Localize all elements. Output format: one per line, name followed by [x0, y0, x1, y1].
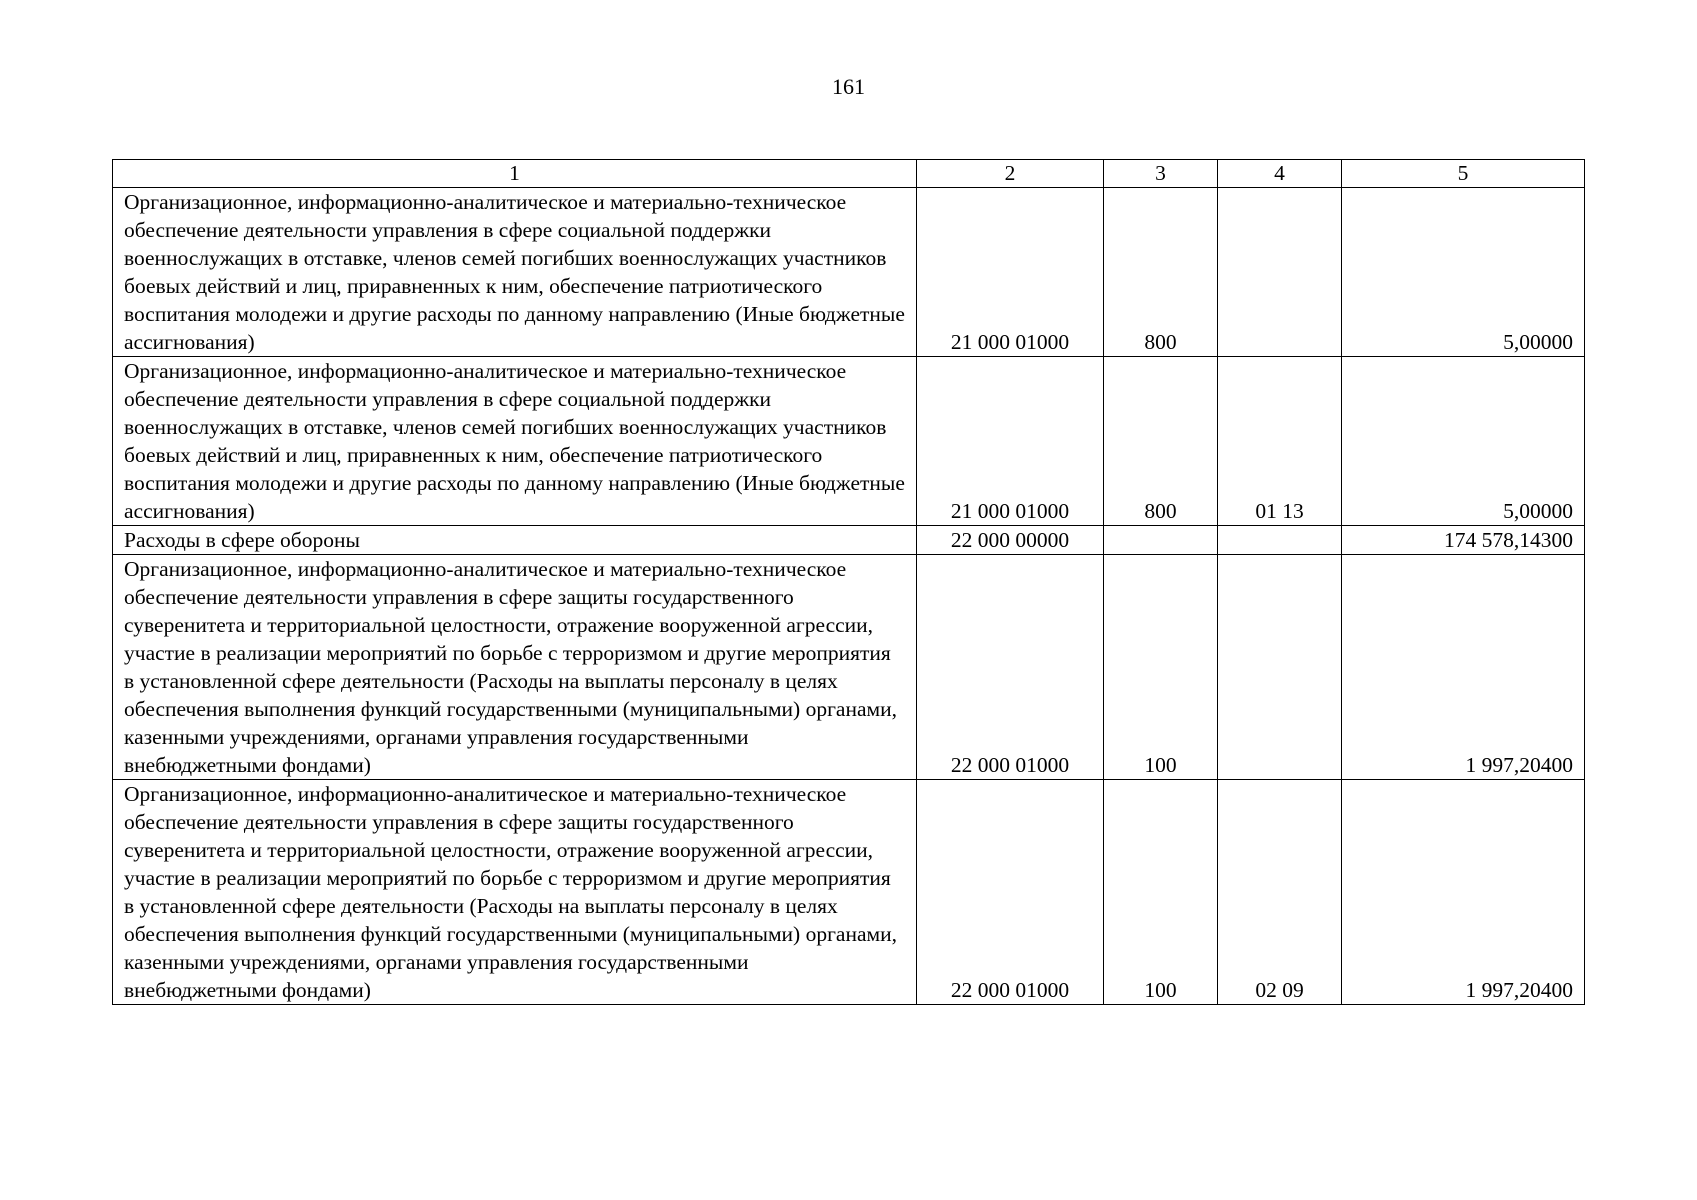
table-row [113, 526, 1585, 555]
row-name: Организационное, информационно-аналитическое и материально-техническое обеспечение деятельности управления в сфере защиты государственного суверенитета и территориальной целостности, отражение вооруженной агрессии, участие в реализации мероприятий по борьбе с терроризмом и другие мероприятия в установленной сфере деятельности (Расходы на выплаты персоналу в целях обеспечения выполнения функций государственными (муниципальными) органами, казенными учреждениями, органами управления государственными внебюджетными фондами) [113, 780, 917, 1005]
column-header-1: 1 [113, 160, 917, 188]
row-sum: 1 997,20400 [1342, 555, 1585, 780]
row-target-code: 22 000 01000 [917, 555, 1104, 780]
row-name: Организационное, информационно-аналитическое и материально-техническое обеспечение деятельности управления в сфере защиты государственного суверенитета и территориальной целостности, отражение вооруженной агрессии, участие в реализации мероприятий по борьбе с терроризмом и другие мероприятия в установленной сфере деятельности (Расходы на выплаты персоналу в целях обеспечения выполнения функций государственными (муниципальными) органами, казенными учреждениями, органами управления государственными внебюджетными фондами) [113, 555, 917, 780]
row-target-code: 22 000 01000 [917, 780, 1104, 1005]
row-name: Организационное, информационно-аналитическое и материально-техническое обеспечение деятельности управления в сфере социальной поддержки военнослужащих в отставке, членов семей погибших военнослужащих участников боевых действий и лиц, приравненных к ним, обеспечение патриотического воспитания молодежи и другие расходы по данному направлению (Иные бюджетные ассигнования) [113, 357, 917, 526]
row-sum: 5,00000 [1342, 357, 1585, 526]
row-target-code: 22 000 00000 [917, 526, 1104, 555]
column-header-5: 5 [1342, 160, 1585, 188]
table-row [113, 357, 1585, 526]
row-section: 01 13 [1218, 357, 1342, 526]
row-expense-type [1104, 526, 1218, 555]
budget-table [112, 159, 1585, 1005]
row-sum: 5,00000 [1342, 188, 1585, 357]
row-expense-type: 800 [1104, 357, 1218, 526]
row-sum: 174 578,14300 [1342, 526, 1585, 555]
row-section [1218, 526, 1342, 555]
row-target-code: 21 000 01000 [917, 188, 1104, 357]
table-row [113, 780, 1585, 1005]
row-expense-type: 100 [1104, 780, 1218, 1005]
row-expense-type: 100 [1104, 555, 1218, 780]
row-section [1218, 188, 1342, 357]
row-section: 02 09 [1218, 780, 1342, 1005]
row-section [1218, 555, 1342, 780]
row-name: Организационное, информационно-аналитическое и материально-техническое обеспечение деятельности управления в сфере социальной поддержки военнослужащих в отставке, членов семей погибших военнослужащих участников боевых действий и лиц, приравненных к ним, обеспечение патриотического воспитания молодежи и другие расходы по данному направлению (Иные бюджетные ассигнования) [113, 188, 917, 357]
page-number: 161 [832, 74, 865, 99]
row-target-code: 21 000 01000 [917, 357, 1104, 526]
column-header-3: 3 [1104, 160, 1218, 188]
row-sum: 1 997,20400 [1342, 780, 1585, 1005]
row-expense-type: 800 [1104, 188, 1218, 357]
table-header-row [113, 160, 1585, 188]
table-row [113, 555, 1585, 780]
column-header-4: 4 [1218, 160, 1342, 188]
table-row [113, 188, 1585, 357]
column-header-2: 2 [917, 160, 1104, 188]
row-name: Расходы в сфере обороны [113, 526, 917, 555]
